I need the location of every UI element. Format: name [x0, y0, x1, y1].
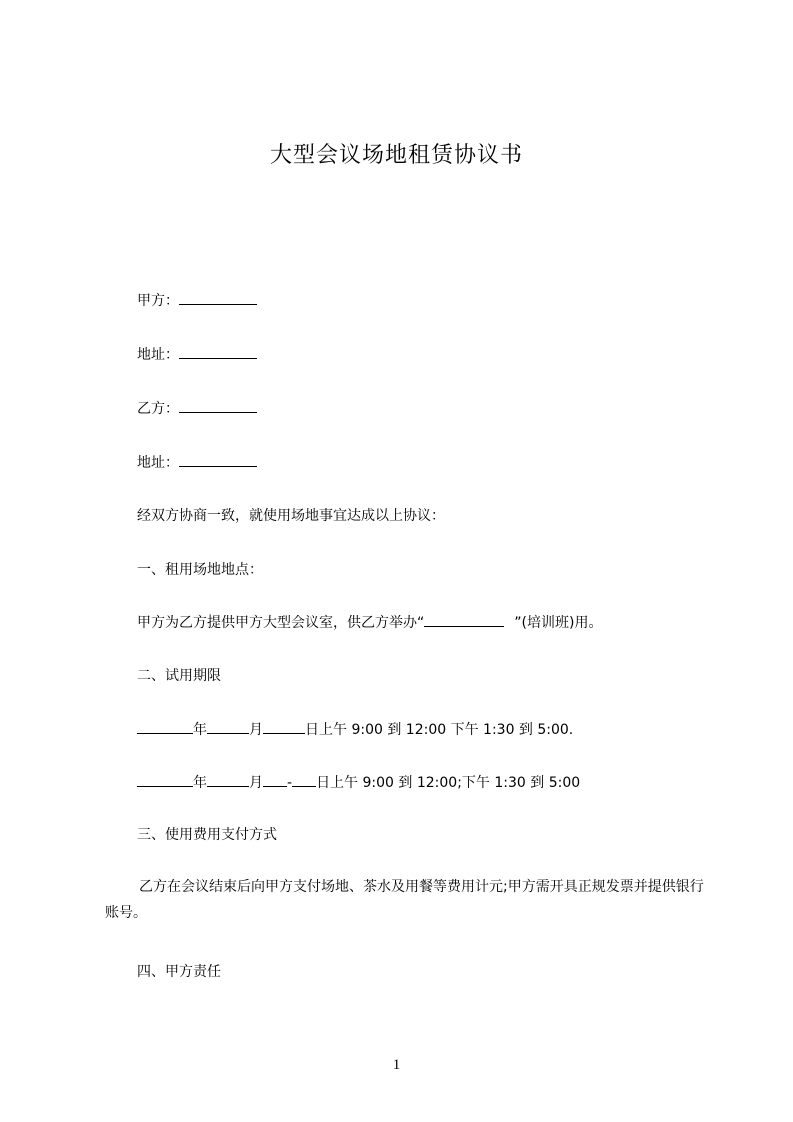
intro-text: 经双方协商一致，就使用场地事宜达成以上协议：	[137, 508, 445, 524]
day-start-blank-2	[263, 772, 287, 787]
month-blank-2	[207, 772, 249, 787]
day-text-1: 日上午 9:00 到 12:00 下午 1:30 到 5:00.	[305, 722, 574, 738]
section1-heading: 一、租用场地地点：	[137, 562, 263, 578]
period-row-2	[137, 772, 580, 793]
party-a-address-label: 地址：	[137, 347, 179, 363]
party-a-address-line	[137, 344, 257, 365]
party-b-address-label: 地址：	[137, 455, 179, 471]
party-b-line	[137, 398, 257, 419]
party-b-label: 乙方：	[137, 401, 179, 417]
party-a-address-blank	[179, 344, 257, 359]
section1-text-before: 甲方为乙方提供甲方大型会议室，供乙方举办“	[137, 615, 425, 631]
page-number: 1	[392, 1057, 401, 1073]
day-text-2: 日上午 9:00 到 12:00;下午 1:30 到 5:00	[316, 775, 581, 791]
party-a-label: 甲方：	[137, 293, 179, 309]
party-b-blank	[179, 398, 257, 413]
party-a-blank	[179, 290, 257, 305]
month-blank-1	[207, 719, 249, 734]
year-label-2: 年	[193, 775, 207, 791]
month-label-2: 月	[249, 775, 263, 791]
section4-heading: 四、甲方责任	[137, 964, 221, 980]
section3-heading: 三、使用费用支付方式	[137, 827, 277, 843]
day-dash-2: -	[287, 775, 293, 791]
section1-text	[137, 612, 602, 633]
party-b-address-line	[137, 452, 257, 473]
period-row-1	[137, 719, 573, 740]
party-a-line	[137, 290, 257, 311]
section1-text-after: ”(培训班)用。	[514, 615, 603, 631]
training-name-blank	[424, 612, 504, 627]
document-title: 大型会议场地租赁协议书	[269, 143, 523, 168]
year-label-1: 年	[193, 722, 207, 738]
year-blank-1	[137, 719, 193, 734]
day-end-blank-2	[292, 772, 316, 787]
section2-heading: 二、试用期限	[137, 668, 221, 684]
day-blank-1	[263, 719, 305, 734]
year-blank-2	[137, 772, 193, 787]
month-label-1: 月	[249, 722, 263, 738]
party-b-address-blank	[179, 452, 257, 467]
section3-paragraph: 乙方在会议结束后向甲方支付场地、茶水及用餐等费用计元;甲方需开具正规发票并提供银行账号。	[105, 879, 704, 921]
